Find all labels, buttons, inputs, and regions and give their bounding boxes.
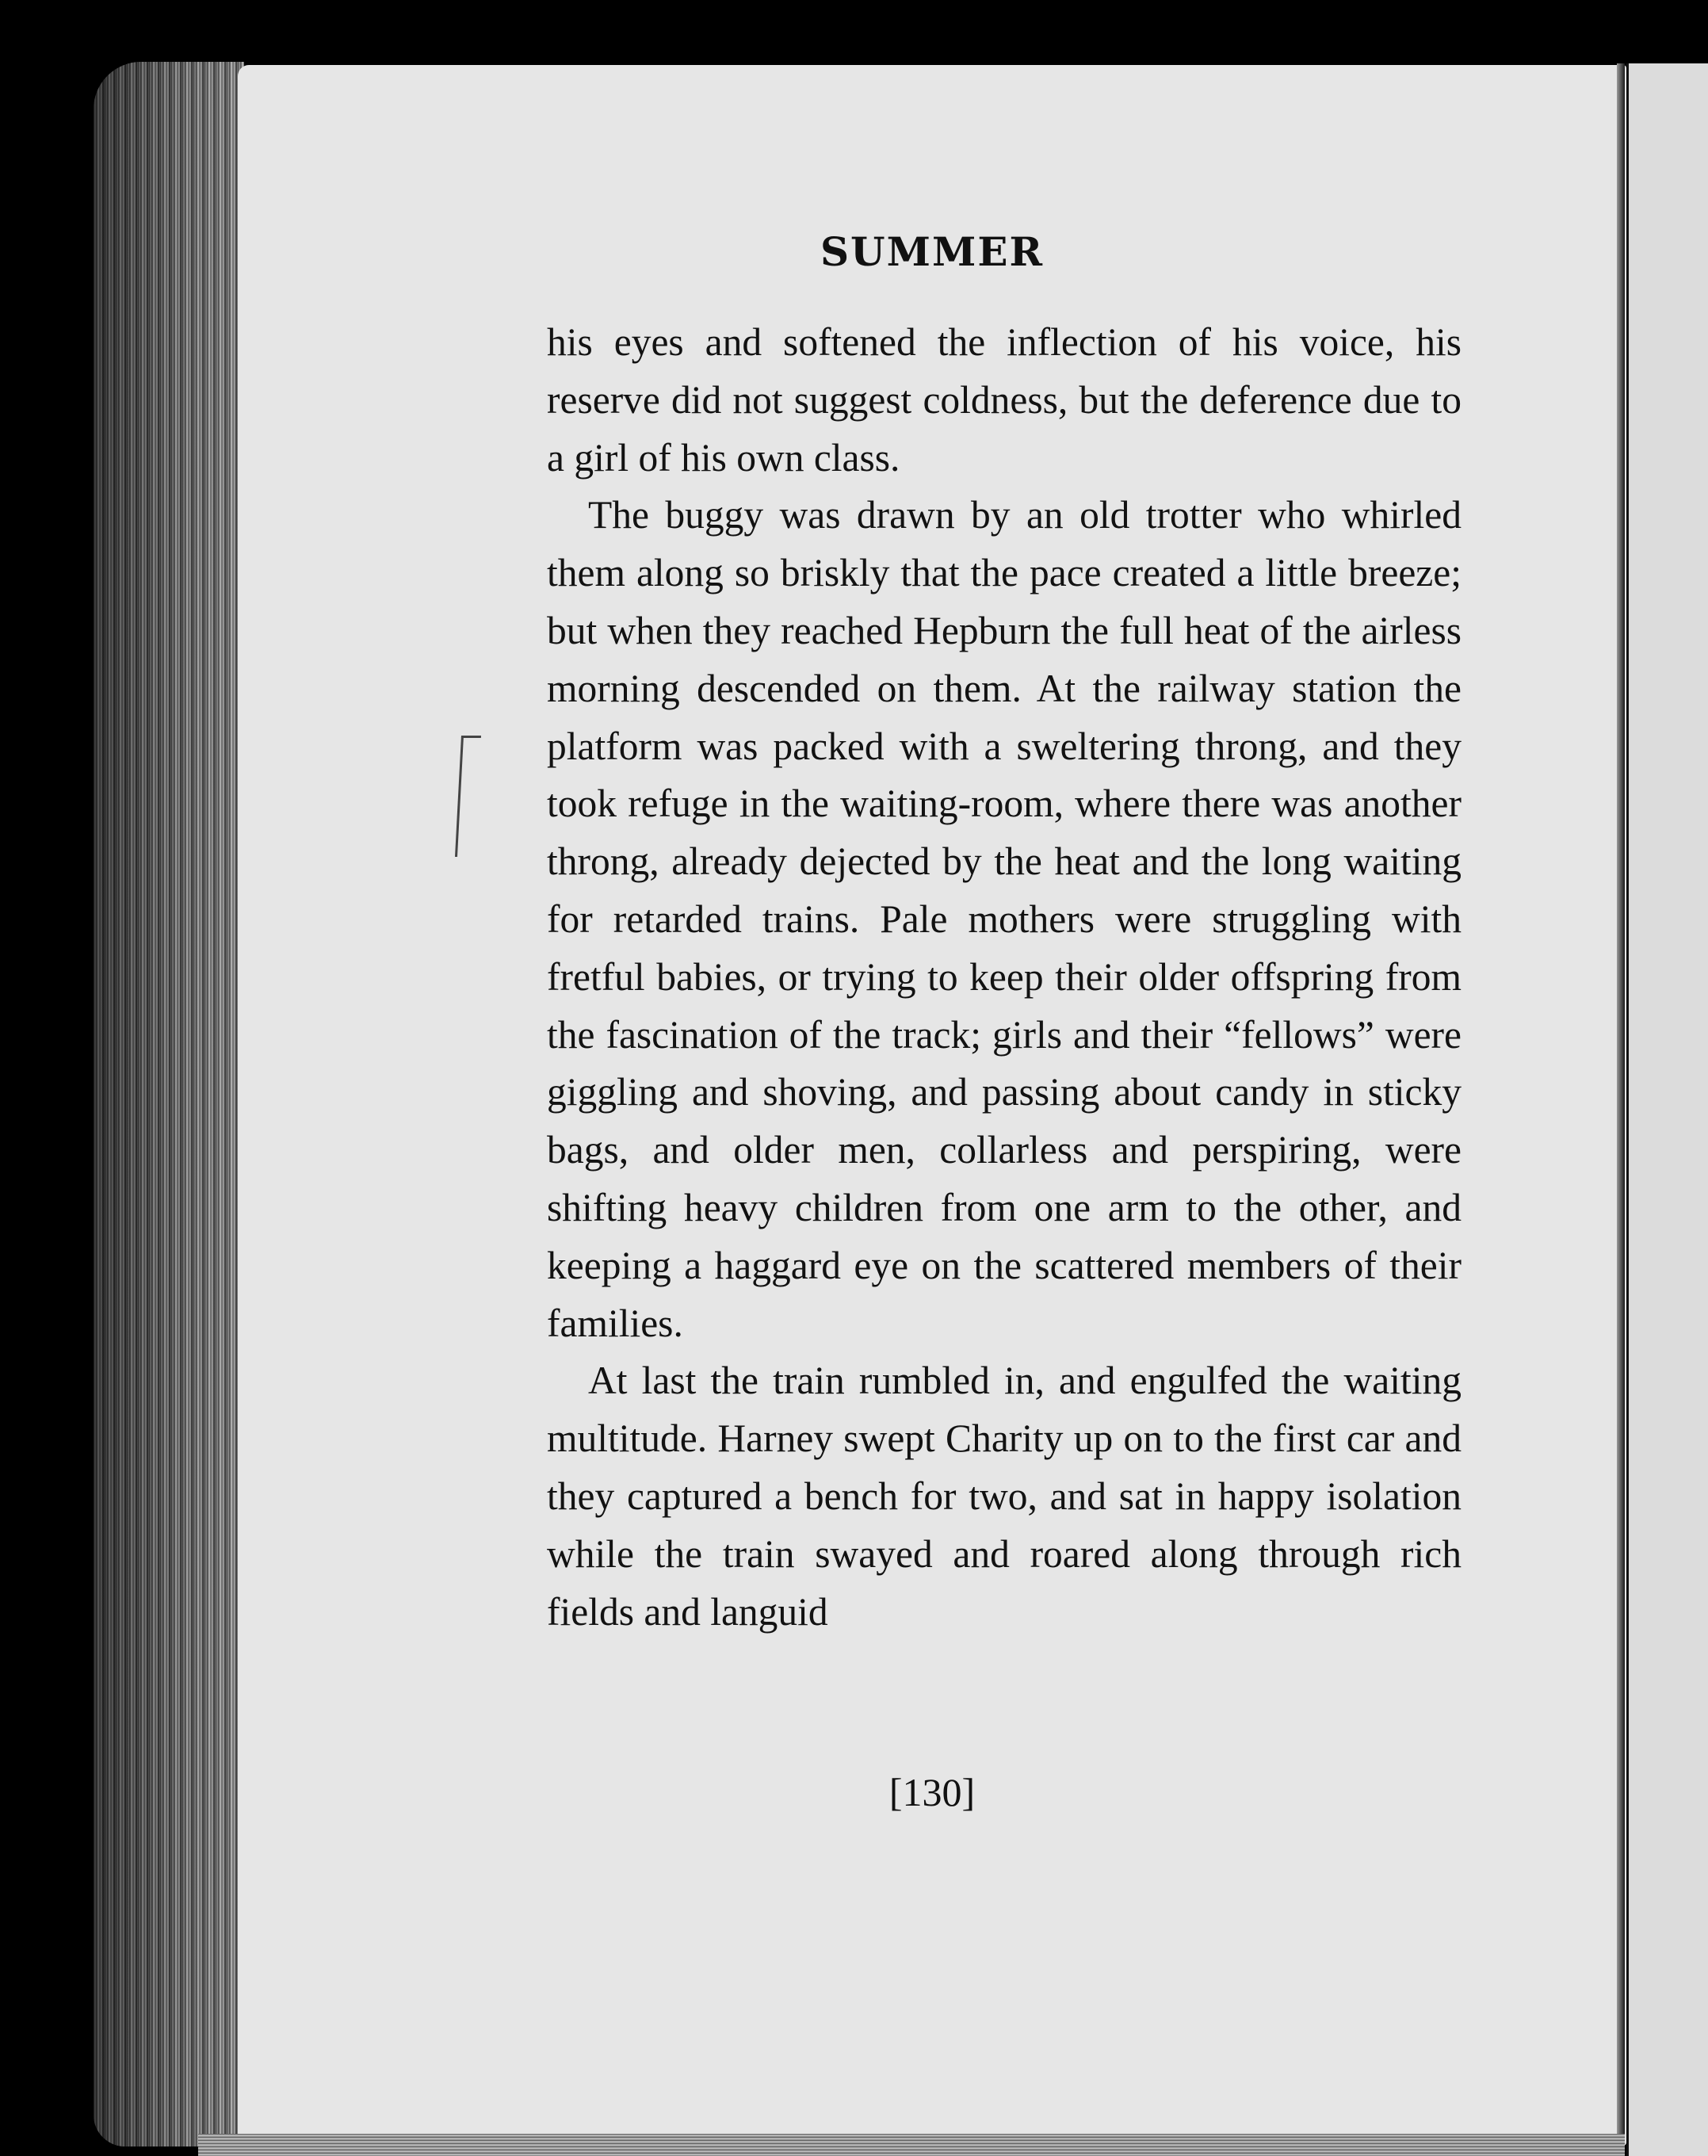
paragraph: The buggy was drawn by an old trotter who whirled them along so briskly that the pace created a little breeze; but when they reached Hepburn the full heat of the airless morning descended on them. At the railway station the platform was packed with a sweltering throng, and they took refuge in the waiting-room, where there was another throng, already dejected by the heat and the long waiting for retarded trains. Pale mothers were struggling with fretful babies, or trying to keep their older offspring from the fascination of the track; girls and their “fellows” were giggling and shoving, and passing about candy in sticky bags, and older men, collarless and perspiring, were shifting heavy children from one arm to the other, and keeping a haggard eye on the scattered members of their families. — [547, 493, 1462, 1345]
body-text — [547, 314, 1462, 1641]
binding-gutter — [1617, 63, 1625, 2148]
running-head: SUMMER — [820, 228, 1045, 275]
page-edges — [94, 62, 244, 2146]
paragraph: At last the train rumbled in, and engulfed the waiting multitude. Harney swept Charity up on to the first car and they captured a bench for two, and sat in happy isolation while the train swayed and roared along through rich fields and languid — [547, 1359, 1462, 1634]
page-number: [130] — [888, 1770, 976, 1814]
bottom-page-edges — [198, 2134, 1625, 2156]
paragraph: his eyes and softened the inflection of his voice, his reserve did not suggest coldness, but the deference due to a girl of his own class. — [547, 320, 1462, 480]
facing-page-edge — [1626, 63, 1708, 2156]
